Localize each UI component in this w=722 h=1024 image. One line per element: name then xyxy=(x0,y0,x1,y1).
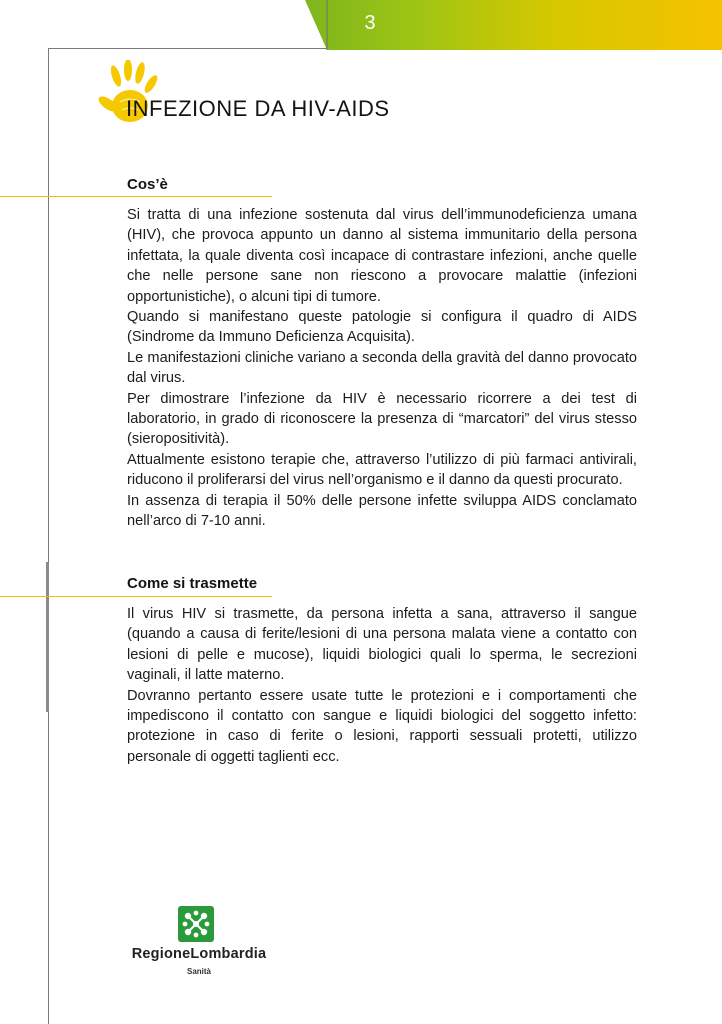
page-title: INFEZIONE DA HIV-AIDS xyxy=(126,96,390,121)
page-frame-left-line xyxy=(48,48,49,1024)
section-heading-come-si-trasmette: Come si trasmette xyxy=(127,575,258,592)
section-body-come-si-trasmette xyxy=(127,604,637,767)
section-rule xyxy=(0,196,272,197)
logo-name: RegioneLombardia xyxy=(131,946,267,962)
page-frame-top-line xyxy=(48,48,328,49)
paragraph: Attualmente esistono terapie che, attraverso l’utilizzo di più farmaci antivirali, riducono il proliferarsi del virus nell’organismo e il danno da questi procurato. xyxy=(127,451,637,489)
paragraph: Quando si manifestano queste patologie si configura il quadro di AIDS (Sindrome da Immuno Deficienza Acquisita). xyxy=(127,309,637,346)
page-number: 3 xyxy=(364,12,376,34)
paragraph: Per dimostrare l’infezione da HIV è necessario ricorrere a dei test di laboratorio, in grado di riconoscere la presenza di “marcatori” del virus stesso (sieropositività). xyxy=(127,390,637,448)
paragraph: Dovranno pertanto essere usate tutte le protezioni e i comportamenti che impediscono il contatto con sangue e liquidi biologici del soggetto infetto: protezione in caso di ferite o lesioni, rapporti sessuali protetti, utilizzo personale di oggetti taglienti ecc. xyxy=(127,687,637,765)
rosa-camuna-icon xyxy=(178,906,214,942)
paragraph: Le manifestazioni cliniche variano a seconda della gravità del danno provocato dal virus. xyxy=(127,349,637,387)
paragraph: Il virus HIV si trasmette, da persona infetta a sana, attraverso il sangue (quando a causa di ferite/lesioni di una persona malata viene a contatto con lesioni di pelle e mucose), liquidi biologici quali lo sperma, le secrezioni vaginali, il latte materno. xyxy=(127,606,637,684)
paragraph: In assenza di terapia il 50% delle persone infette sviluppa AIDS conclamato nell’arco di 7-10 anni. xyxy=(127,492,637,530)
page-frame-left-accent xyxy=(46,562,49,712)
regione-lombardia-logo xyxy=(124,906,274,978)
paragraph: Si tratta di una infezione sostenuta dal virus dell’immunodeficienza umana (HIV), che provoca appunto un danno al sistema immunitario della persona infettata, la quale diventa così incapace di contrastare infezioni, anche quelle che nelle persone sane non riescono a provocare malattie (infezioni opportunistiche), o alcuni tipi di tumore. xyxy=(127,207,637,305)
section-rule xyxy=(0,596,272,597)
logo-subtitle: Sanità xyxy=(186,967,211,976)
section-heading-cos-e: Cos’è xyxy=(127,176,168,193)
section-body-cos-e xyxy=(127,205,637,532)
